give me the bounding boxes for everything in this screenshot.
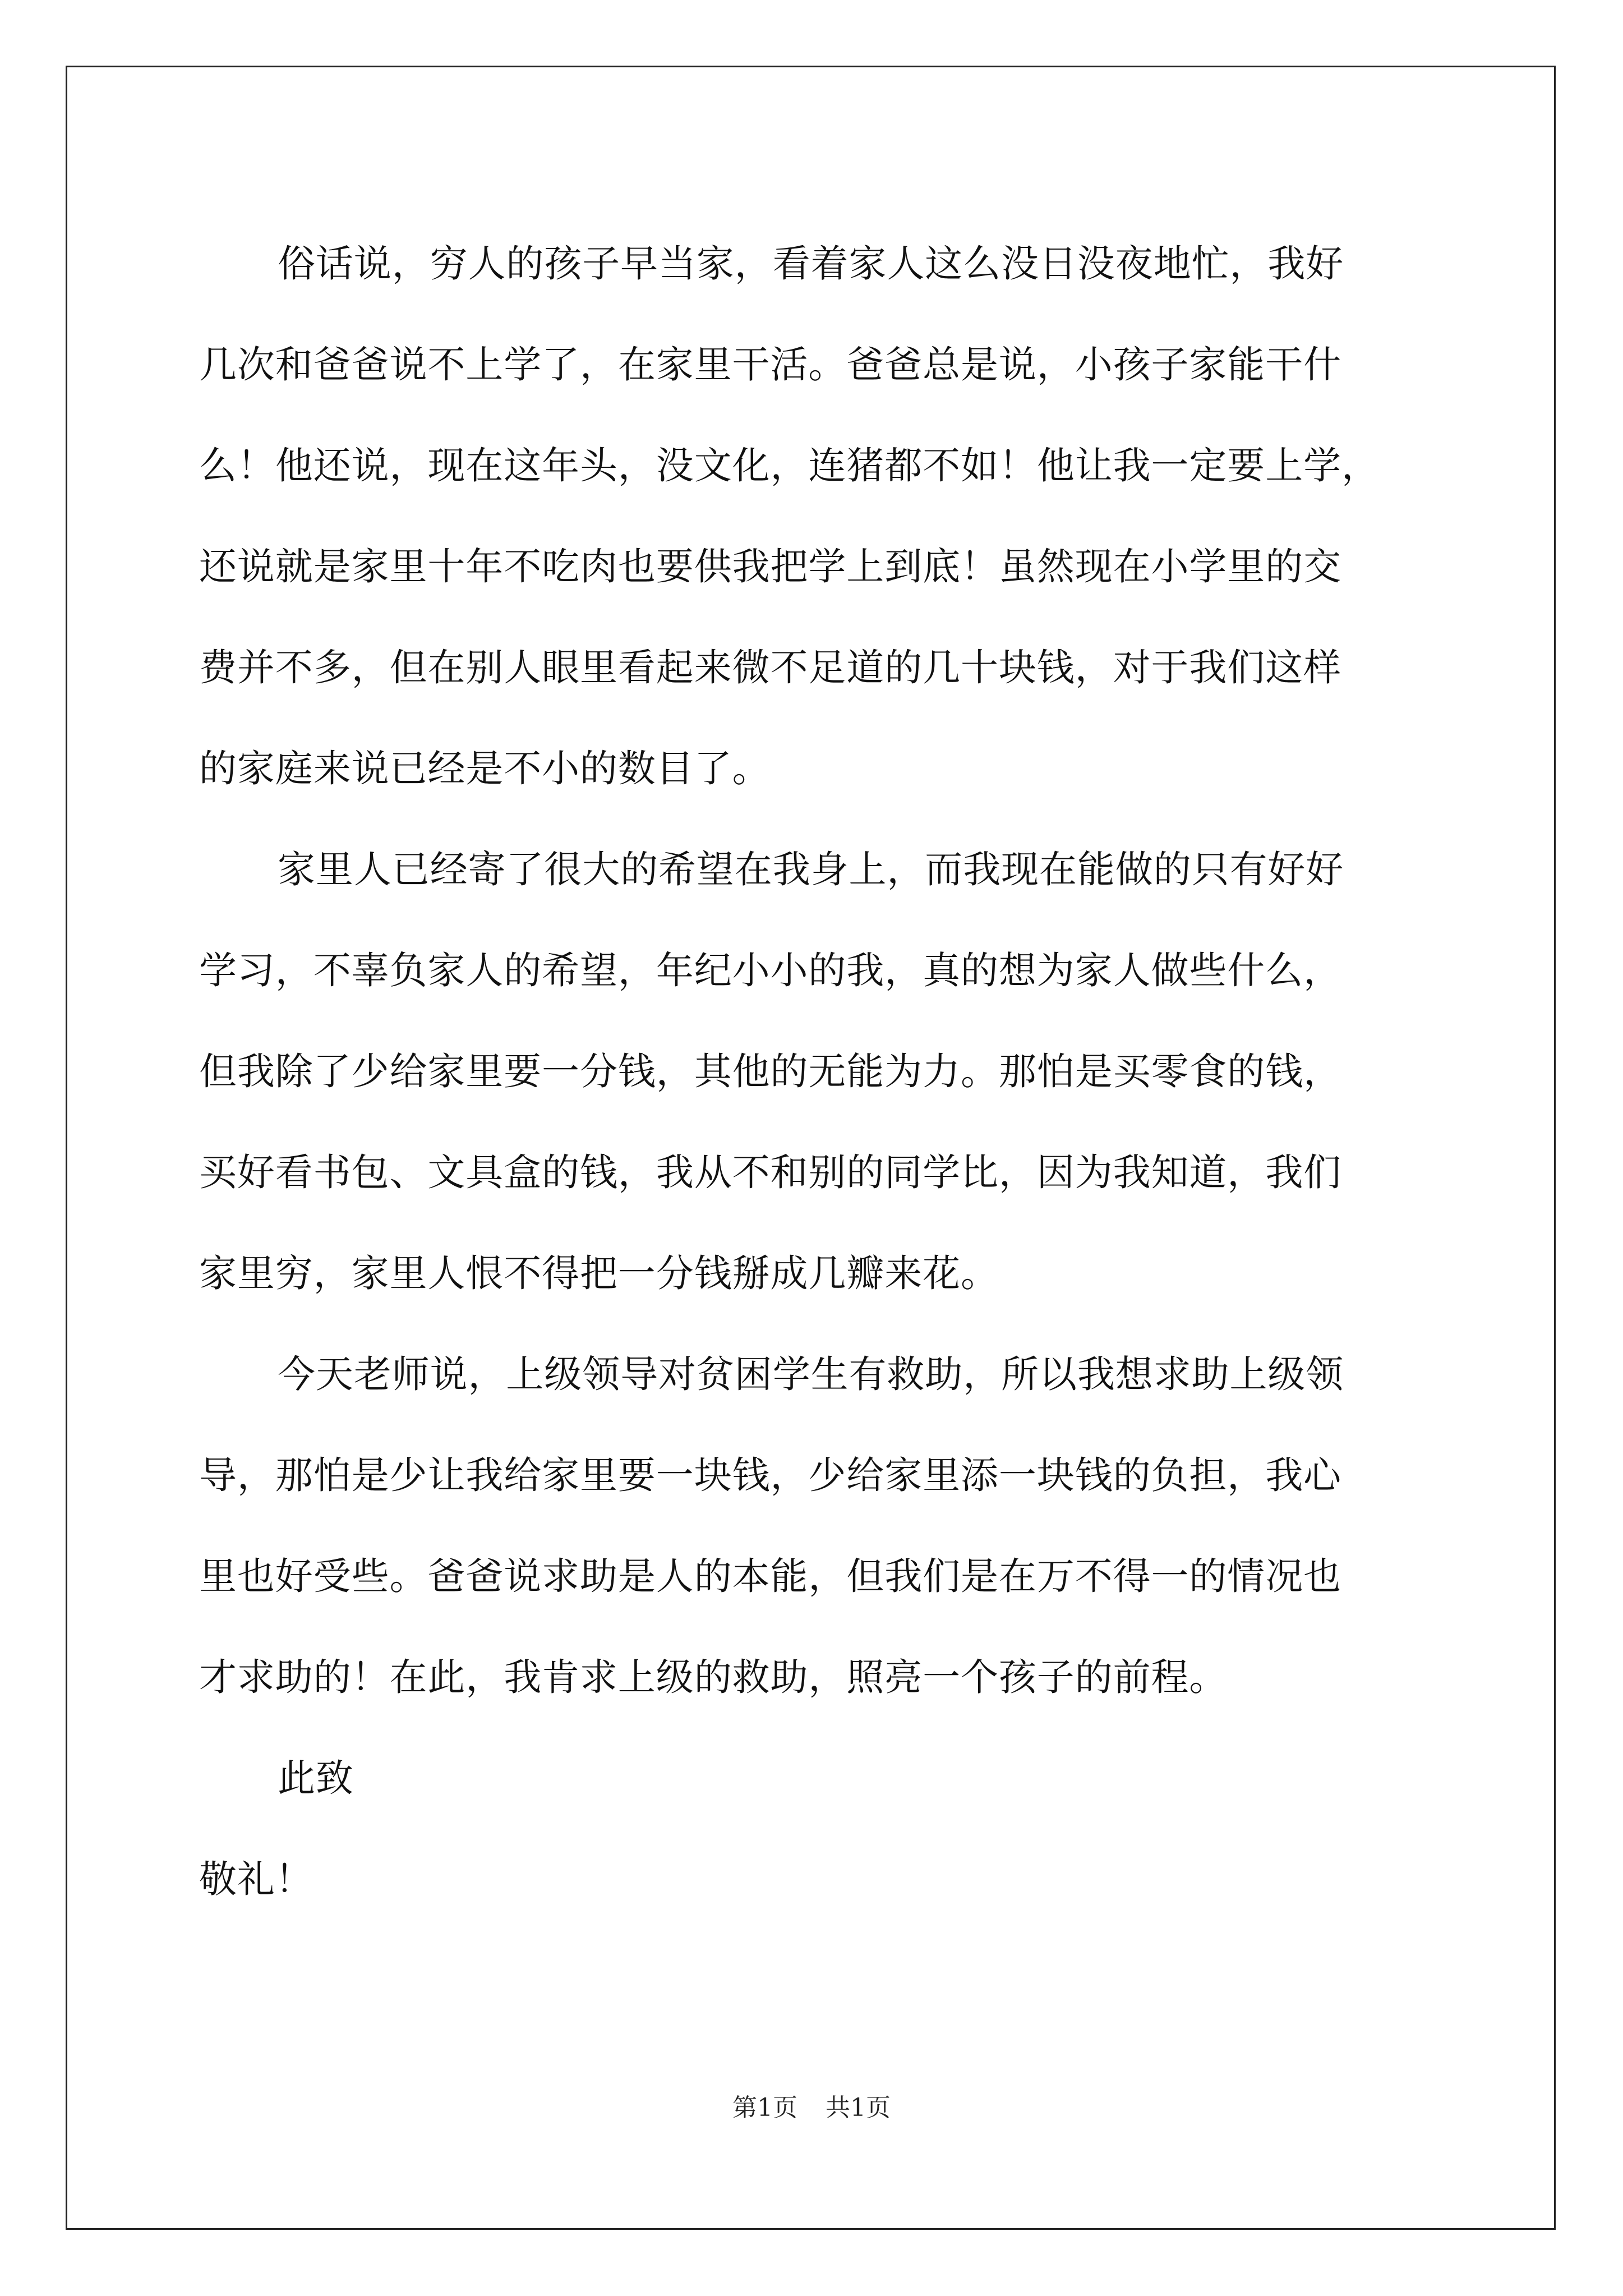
- paragraph-2: [199, 819, 1427, 1324]
- page-number: 第1页: [732, 2093, 797, 2122]
- text-line: 的家庭来说已经是不小的数目了。: [199, 747, 771, 790]
- text-line: 家里人已经寄了很大的希望在我身上，而我现在能做的只有好好: [278, 848, 1344, 891]
- text-line: 费并不多，但在别人眼里看起来微不足道的几十块钱，对于我们这样: [199, 646, 1341, 689]
- text-line: 买好看书包、文具盒的钱，我从不和别的同学比，因为我知道，我们: [199, 1151, 1341, 1194]
- text-line: 学习，不辜负家人的希望，年纪小小的我，真的想为家人做些什么，: [199, 949, 1341, 992]
- text-line: 家里穷，家里人恨不得把一分钱掰成几瓣来花。: [199, 1251, 999, 1295]
- text-line: 今天老师说，上级领导对贫困学生有救助，所以我想求助上级领: [278, 1352, 1344, 1396]
- text-line: 才求助的！在此，我肯求上级的救助，照亮一个孩子的前程。: [199, 1655, 1228, 1699]
- paragraph-3: [199, 1324, 1427, 1728]
- text-line: 还说就是家里十年不吃肉也要供我把学上到底！虽然现在小学里的交: [199, 545, 1341, 588]
- salutation: 敬礼！: [199, 1857, 313, 1901]
- text-line: 么！他还说，现在这年头，没文化，连猪都不如！他让我一定要上学，: [199, 444, 1380, 487]
- closing-phrase: 此致: [278, 1756, 354, 1800]
- page-footer: [0, 2091, 1623, 2125]
- text-line: 几次和爸爸说不上学了，在家里干活。爸爸总是说，小孩子家能干什: [199, 343, 1341, 386]
- paragraph-1: [199, 213, 1427, 819]
- text-line: 但我除了少给家里要一分钱，其他的无能为力。那怕是买零食的钱，: [199, 1050, 1341, 1093]
- text-line: 里也好受些。爸爸说求助是人的本能，但我们是在万不得一的情况也: [199, 1554, 1341, 1598]
- letter-body: [199, 213, 1427, 1930]
- text-line: 俗话说，穷人的孩子早当家，看着家人这么没日没夜地忙，我好: [278, 242, 1344, 286]
- page-total: 共1页: [826, 2093, 891, 2122]
- text-line: 导，那怕是少让我给家里要一块钱，少给家里添一块钱的负担，我心: [199, 1453, 1341, 1497]
